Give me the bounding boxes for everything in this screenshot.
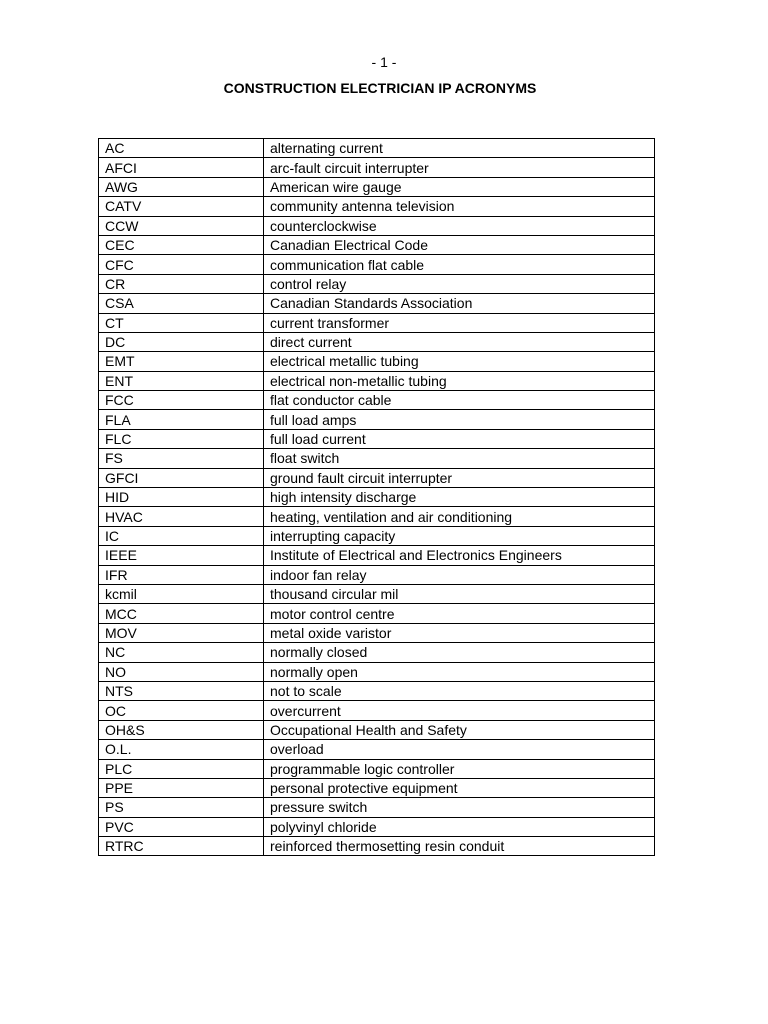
table-row [99, 507, 655, 526]
acronym-cell: HID [99, 488, 264, 507]
table-row [99, 740, 655, 759]
acronym-cell: GFCI [99, 468, 264, 487]
table-row [99, 449, 655, 468]
table-row [99, 798, 655, 817]
acronym-cell: PLC [99, 759, 264, 778]
meaning-cell: electrical non-metallic tubing [264, 371, 655, 390]
acronym-cell: CR [99, 274, 264, 293]
meaning-cell: not to scale [264, 681, 655, 700]
table-row [99, 352, 655, 371]
meaning-cell: metal oxide varistor [264, 623, 655, 642]
meaning-cell: Institute of Electrical and Electronics Engineers [264, 546, 655, 565]
meaning-cell: pressure switch [264, 798, 655, 817]
acronym-cell: DC [99, 332, 264, 351]
table-row [99, 177, 655, 196]
acronym-cell: CFC [99, 255, 264, 274]
acronym-cell: ENT [99, 371, 264, 390]
acronym-cell: IEEE [99, 546, 264, 565]
acronym-cell: OC [99, 701, 264, 720]
acronym-cell: CSA [99, 294, 264, 313]
table-row [99, 158, 655, 177]
meaning-cell: normally open [264, 662, 655, 681]
meaning-cell: normally closed [264, 643, 655, 662]
table-row [99, 604, 655, 623]
acronym-cell: HVAC [99, 507, 264, 526]
table-row [99, 546, 655, 565]
meaning-cell: overload [264, 740, 655, 759]
table-row [99, 332, 655, 351]
acronym-cell: AFCI [99, 158, 264, 177]
meaning-cell: indoor fan relay [264, 565, 655, 584]
meaning-cell: interrupting capacity [264, 526, 655, 545]
meaning-cell: current transformer [264, 313, 655, 332]
meaning-cell: control relay [264, 274, 655, 293]
meaning-cell: programmable logic controller [264, 759, 655, 778]
table-row [99, 391, 655, 410]
meaning-cell: counterclockwise [264, 216, 655, 235]
acronym-cell: O.L. [99, 740, 264, 759]
table-row [99, 294, 655, 313]
meaning-cell: overcurrent [264, 701, 655, 720]
table-row [99, 759, 655, 778]
table-row [99, 255, 655, 274]
acronym-cell: FLC [99, 429, 264, 448]
table-row [99, 584, 655, 603]
acronym-cell: CEC [99, 235, 264, 254]
acronym-cell: OH&S [99, 720, 264, 739]
meaning-cell: personal protective equipment [264, 778, 655, 797]
meaning-cell: ground fault circuit interrupter [264, 468, 655, 487]
table-row [99, 720, 655, 739]
acronym-cell: NO [99, 662, 264, 681]
meaning-cell: Occupational Health and Safety [264, 720, 655, 739]
meaning-cell: Canadian Standards Association [264, 294, 655, 313]
table-row [99, 817, 655, 836]
meaning-cell: communication flat cable [264, 255, 655, 274]
acronym-cell: CATV [99, 197, 264, 216]
acronym-cell: IFR [99, 565, 264, 584]
acronym-cell: AWG [99, 177, 264, 196]
acronym-cell: IC [99, 526, 264, 545]
acronym-cell: RTRC [99, 837, 264, 856]
acronym-cell: PVC [99, 817, 264, 836]
acronym-cell: MOV [99, 623, 264, 642]
table-row [99, 235, 655, 254]
table-row [99, 488, 655, 507]
meaning-cell: reinforced thermosetting resin conduit [264, 837, 655, 856]
meaning-cell: full load current [264, 429, 655, 448]
table-row [99, 643, 655, 662]
meaning-cell: electrical metallic tubing [264, 352, 655, 371]
table-row [99, 837, 655, 856]
table-row [99, 623, 655, 642]
meaning-cell: motor control centre [264, 604, 655, 623]
table-row [99, 197, 655, 216]
table-row [99, 662, 655, 681]
table-row [99, 429, 655, 448]
meaning-cell: full load amps [264, 410, 655, 429]
table-row [99, 139, 655, 158]
table-row [99, 371, 655, 390]
table-row [99, 681, 655, 700]
table-row [99, 274, 655, 293]
meaning-cell: heating, ventilation and air conditioning [264, 507, 655, 526]
acronym-cell: FLA [99, 410, 264, 429]
document-title: CONSTRUCTION ELECTRICIAN IP ACRONYMS [223, 80, 537, 96]
meaning-cell: flat conductor cable [264, 391, 655, 410]
acronym-cell: PS [99, 798, 264, 817]
meaning-cell: thousand circular mil [264, 584, 655, 603]
table-row [99, 313, 655, 332]
meaning-cell: float switch [264, 449, 655, 468]
acronym-cell: FS [99, 449, 264, 468]
meaning-cell: community antenna television [264, 197, 655, 216]
table-row [99, 468, 655, 487]
meaning-cell: alternating current [264, 139, 655, 158]
page-number: - 1 - [371, 54, 397, 70]
acronym-cell: NC [99, 643, 264, 662]
acronym-cell: CCW [99, 216, 264, 235]
table-row [99, 778, 655, 797]
acronym-cell: kcmil [99, 584, 264, 603]
meaning-cell: American wire gauge [264, 177, 655, 196]
acronym-cell: CT [99, 313, 264, 332]
acronyms-table-body [99, 139, 655, 856]
acronym-cell: MCC [99, 604, 264, 623]
acronym-cell: NTS [99, 681, 264, 700]
meaning-cell: polyvinyl chloride [264, 817, 655, 836]
table-row [99, 526, 655, 545]
acronym-cell: EMT [99, 352, 264, 371]
table-row [99, 565, 655, 584]
meaning-cell: Canadian Electrical Code [264, 235, 655, 254]
table-row [99, 216, 655, 235]
table-row [99, 701, 655, 720]
acronym-cell: PPE [99, 778, 264, 797]
acronym-cell: AC [99, 139, 264, 158]
meaning-cell: direct current [264, 332, 655, 351]
meaning-cell: arc-fault circuit interrupter [264, 158, 655, 177]
table-row [99, 410, 655, 429]
meaning-cell: high intensity discharge [264, 488, 655, 507]
acronym-cell: FCC [99, 391, 264, 410]
acronyms-table [98, 138, 655, 856]
